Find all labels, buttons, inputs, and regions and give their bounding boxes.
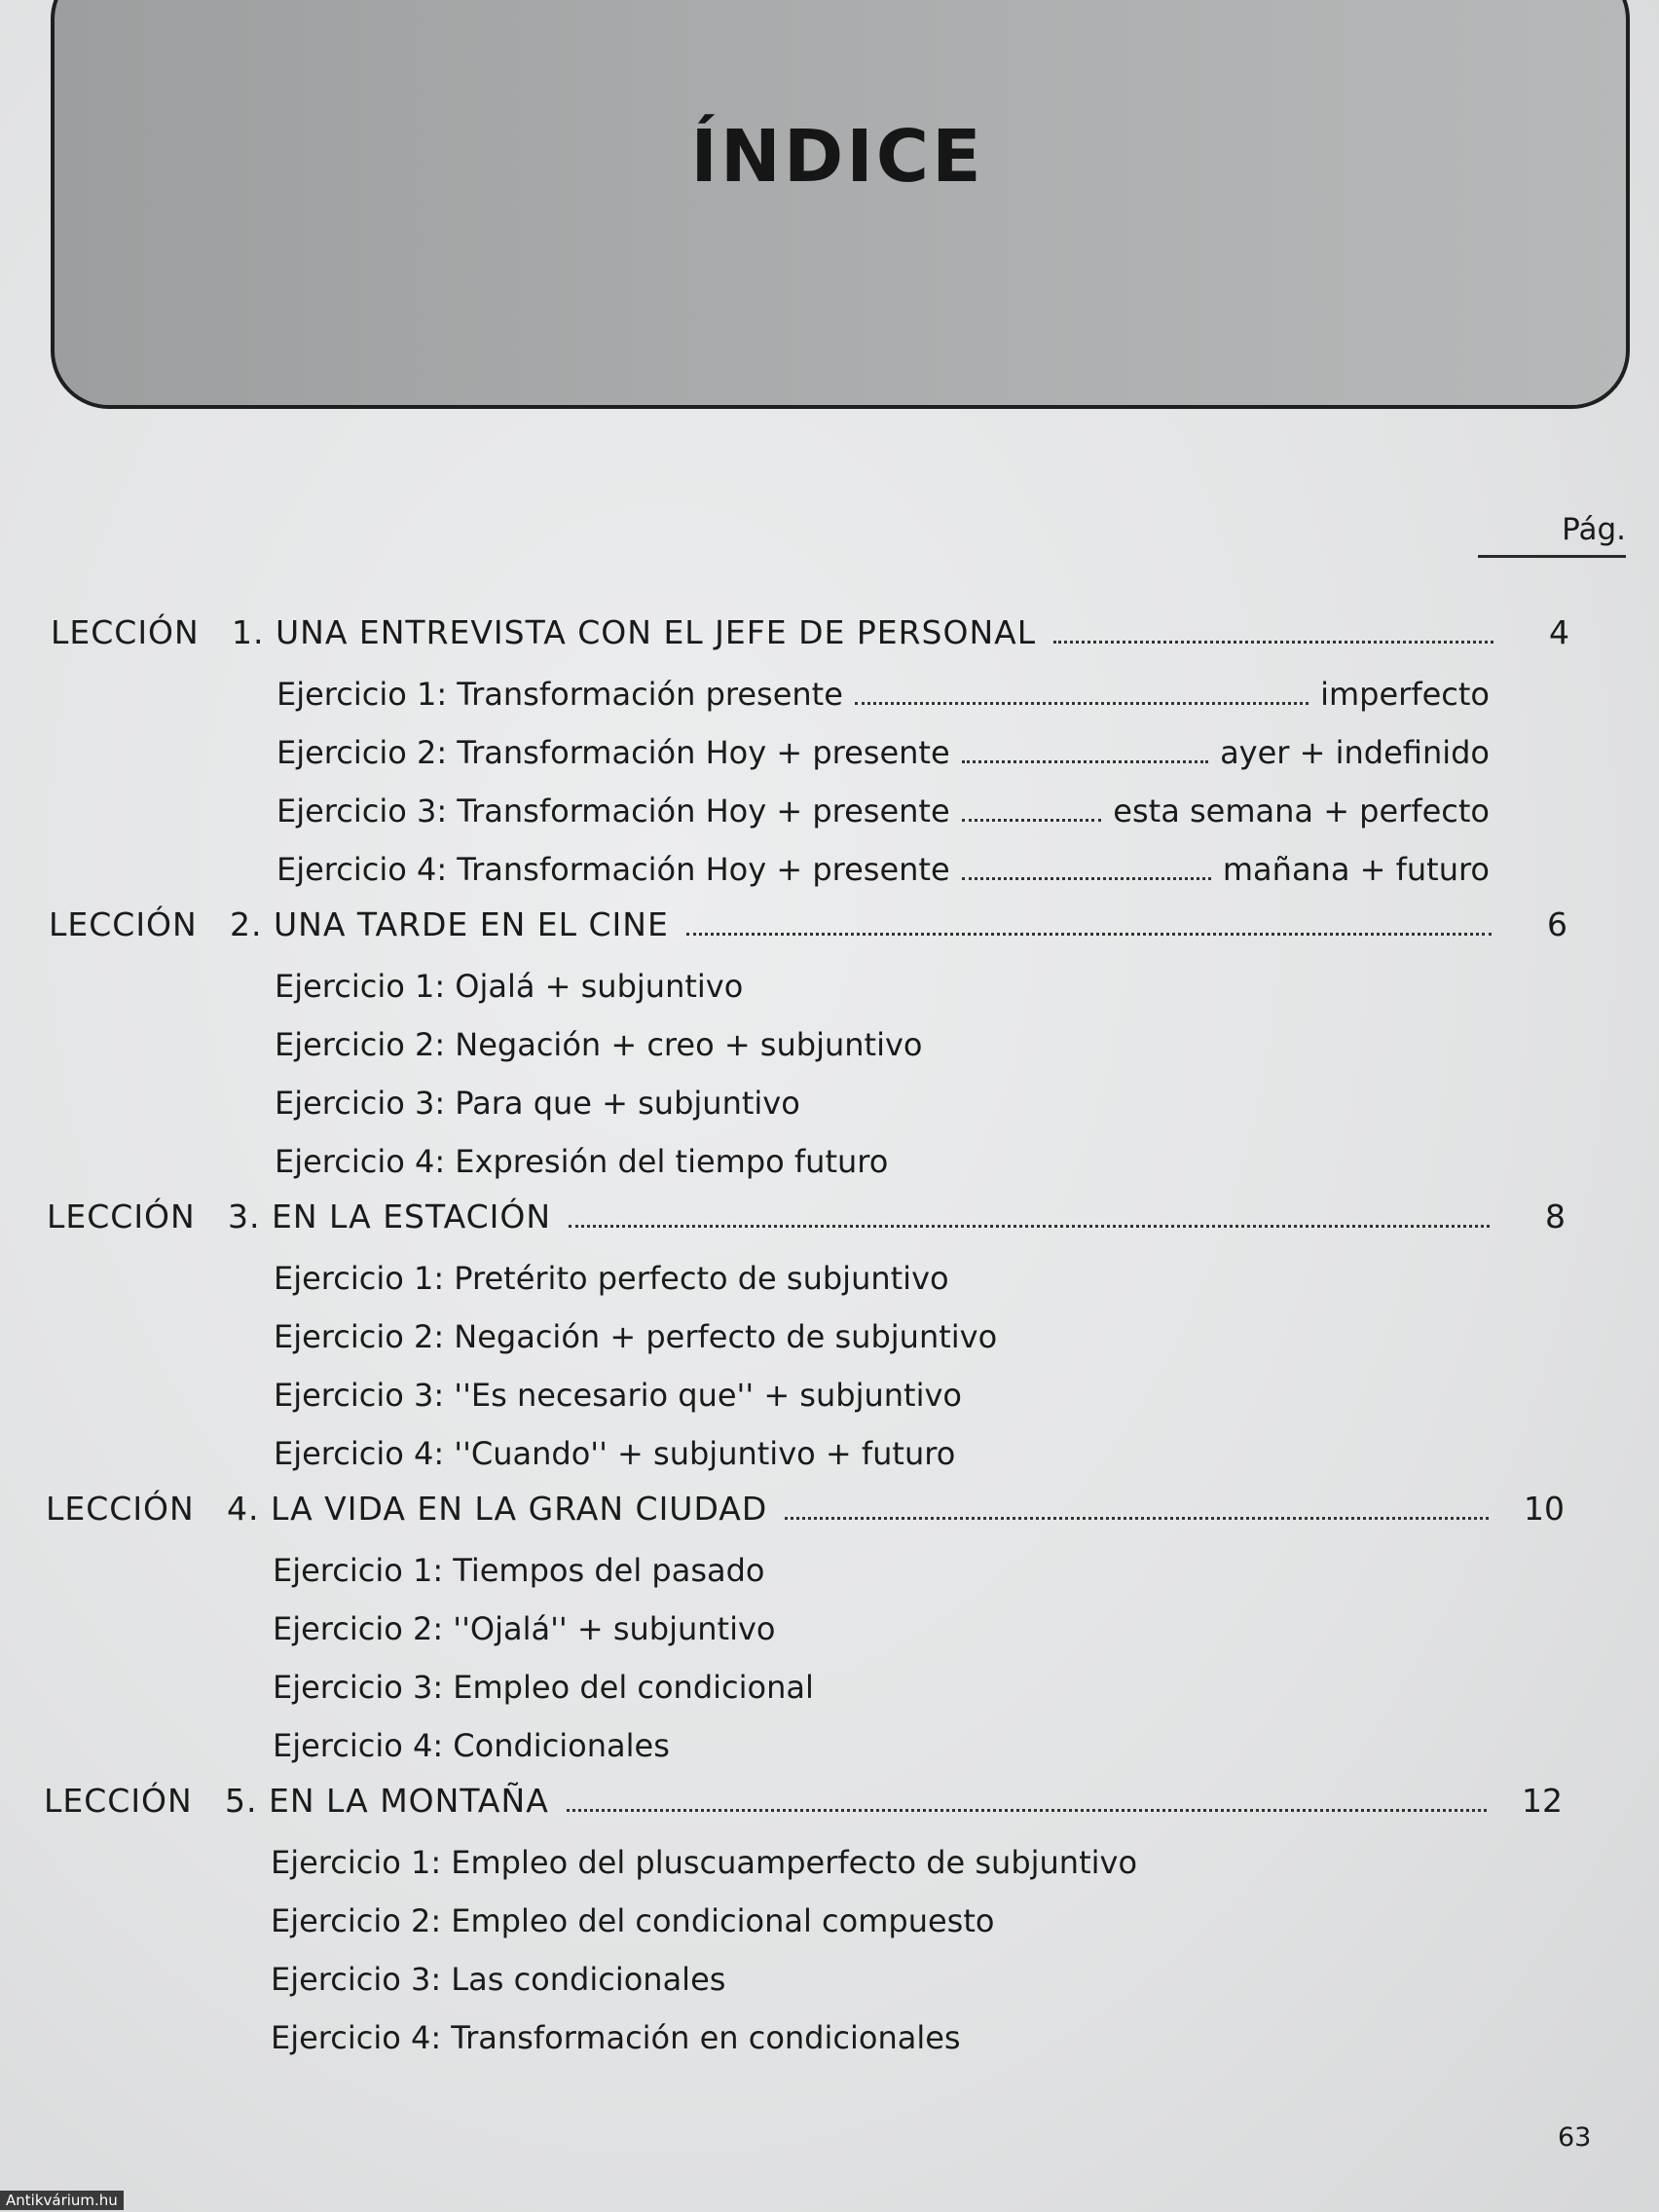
exercise-item (271, 1961, 725, 1998)
lesson-prefix: LECCIÓN (47, 1198, 196, 1235)
lesson-title: 5. EN LA MONTAÑA (225, 1782, 549, 1820)
exercise-label: Ejercicio 3: ''Es necesario que'' + subjuntivo (274, 1377, 962, 1414)
exercise-label: Ejercicio 2: Negación + creo + subjuntivo (275, 1026, 923, 1063)
leader-dots (855, 701, 1309, 705)
lesson-page-number: 4 (1549, 613, 1569, 651)
exercise-item (274, 1435, 955, 1472)
exercise-label: Ejercicio 1: Tiempos del pasado (273, 1552, 765, 1589)
lesson-title: 3. EN LA ESTACIÓN (228, 1198, 552, 1235)
exercise-item (271, 2019, 961, 2056)
leader-dots (962, 818, 1102, 822)
lesson-page-number: 10 (1524, 1490, 1565, 1528)
exercise-item (274, 1260, 949, 1297)
exercise-item (274, 1377, 962, 1414)
lesson-prefix: LECCIÓN (46, 1490, 195, 1528)
exercise-label: Ejercicio 1: Empleo del pluscuamperfecto de subjuntivo (271, 1844, 1138, 1881)
leader-dots (962, 759, 1208, 763)
lesson-title: 4. LA VIDA EN LA GRAN CIUDAD (227, 1490, 768, 1528)
exercise-item (273, 1552, 764, 1589)
exercise-label: Ejercicio 2: Empleo del condicional compuesto (271, 1902, 995, 1939)
title-banner (51, 0, 1630, 409)
exercise-label: Ejercicio 1: Ojalá + subjuntivo (275, 968, 744, 1005)
lesson-heading (44, 1782, 1563, 1820)
exercise-item (275, 1026, 922, 1063)
lesson-prefix: LECCIÓN (44, 1782, 193, 1820)
lesson-page-number: 12 (1522, 1782, 1563, 1820)
page-column-rule (1478, 555, 1626, 558)
watermark: Antikvárium.hu (0, 2191, 124, 2210)
exercise-item (275, 1143, 888, 1180)
exercise-item (276, 676, 1490, 713)
page-column-label: Pág. (1562, 512, 1626, 547)
lesson-title: 1. UNA ENTREVISTA CON EL JEFE DE PERSONAL (232, 613, 1037, 651)
exercise-item (271, 1902, 994, 1939)
exercise-label: Ejercicio 2: ''Ojalá'' + subjuntivo (273, 1610, 776, 1647)
exercise-label: Ejercicio 3: Transformación Hoy + presente (276, 793, 950, 830)
lesson-prefix: LECCIÓN (51, 613, 200, 651)
lesson-prefix: LECCIÓN (49, 905, 198, 943)
exercise-label: Ejercicio 1: Pretérito perfecto de subjuntivo (274, 1260, 949, 1297)
leader-dots (785, 1516, 1489, 1520)
exercise-item (276, 793, 1490, 830)
exercise-item (274, 1318, 997, 1355)
lesson-heading (51, 613, 1569, 651)
exercise-target: esta semana + perfecto (1113, 793, 1490, 830)
exercise-item (275, 1085, 800, 1122)
exercise-label: Ejercicio 4: ''Cuando'' + subjuntivo + futuro (274, 1435, 956, 1472)
exercise-item (276, 734, 1490, 771)
leader-dots (567, 1808, 1487, 1812)
exercise-item (273, 1727, 670, 1764)
lesson-page-number: 8 (1545, 1198, 1566, 1235)
exercise-label: Ejercicio 2: Negación + perfecto de subjuntivo (274, 1318, 998, 1355)
exercise-label: Ejercicio 3: Las condicionales (271, 1961, 726, 1998)
leader-dots (1053, 640, 1493, 644)
lesson-heading (46, 1490, 1565, 1528)
lesson-heading (47, 1198, 1566, 1235)
exercise-label: Ejercicio 3: Empleo del condicional (273, 1669, 814, 1706)
exercise-label: Ejercicio 4: Transformación en condicionales (271, 2019, 961, 2056)
exercise-item (271, 1844, 1137, 1881)
exercise-item (273, 1610, 775, 1647)
exercise-item (273, 1669, 814, 1706)
exercise-label: Ejercicio 2: Transformación Hoy + presente (276, 734, 950, 771)
exercise-target: imperfecto (1320, 676, 1490, 713)
exercise-label: Ejercicio 4: Expresión del tiempo futuro (275, 1143, 889, 1180)
exercise-item (275, 968, 743, 1005)
exercise-label: Ejercicio 4: Transformación Hoy + presente (276, 851, 950, 888)
leader-dots (569, 1224, 1490, 1228)
exercise-label: Ejercicio 3: Para que + subjuntivo (275, 1085, 800, 1122)
lesson-page-number: 6 (1547, 905, 1567, 943)
leader-dots (686, 932, 1492, 936)
leader-dots (962, 876, 1211, 880)
exercise-label: Ejercicio 4: Condicionales (273, 1727, 670, 1764)
page-title: ÍNDICE (690, 115, 984, 199)
exercise-item (276, 851, 1490, 888)
lesson-title: 2. UNA TARDE EN EL CINE (230, 905, 669, 943)
lesson-heading (49, 905, 1567, 943)
exercise-target: ayer + indefinido (1220, 734, 1490, 771)
exercise-label: Ejercicio 1: Transformación presente (276, 676, 843, 713)
page-number: 63 (1558, 2122, 1592, 2153)
exercise-target: mañana + futuro (1222, 851, 1490, 888)
